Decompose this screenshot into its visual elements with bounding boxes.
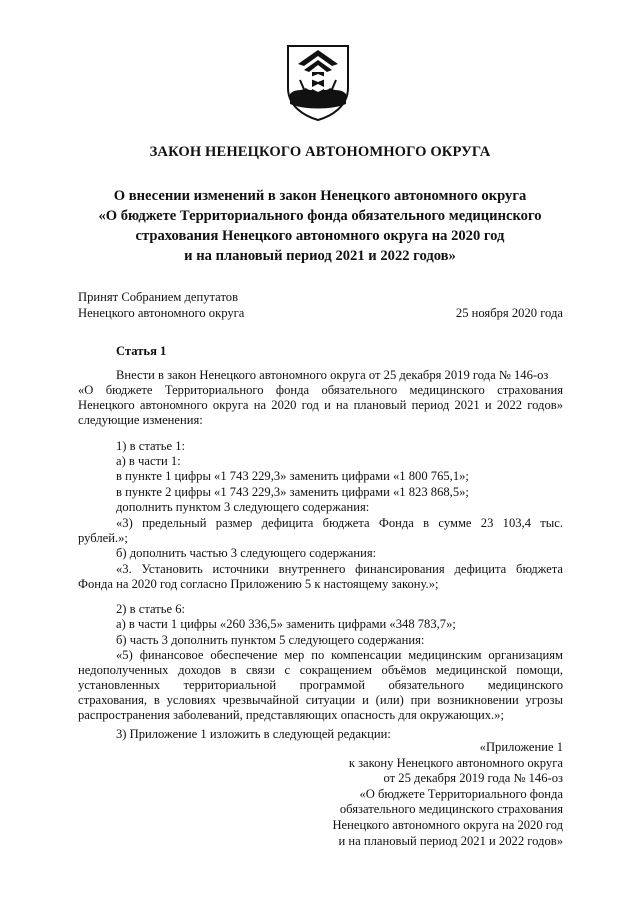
quote-line: «5) финансовое обеспечение мер по компенсации медицинским организациям	[116, 648, 563, 662]
intro-line: следующие изменения:	[78, 413, 203, 427]
adoption-date: 25 ноября 2020 года	[455, 306, 563, 320]
subitem: б) дополнить частью 3 следующего содержания:	[116, 546, 377, 560]
subtitle-line: и на плановый период 2021 и 2022 годов»	[184, 248, 456, 264]
appendix-line: от 25 декабря 2019 года № 146-оз	[383, 771, 563, 786]
subitem: а) в части 1:	[116, 454, 181, 468]
quote-line: «3) предельный размер дефицита бюджета Фонда в сумме 23 103,4 тыс.	[116, 516, 563, 530]
quote-line: рублей.»;	[78, 531, 128, 545]
adopted-by: Принят Собранием депутатов	[78, 290, 239, 304]
appendix-header	[332, 740, 563, 849]
article-heading: Статья 1	[116, 344, 167, 358]
subtitle-line: «О бюджете Территориального фонда обязательного медицинского	[98, 208, 542, 224]
quote-line: распространения заболеваний, представляющих опасность для окружающих.»;	[78, 708, 504, 722]
subtitle-line: О внесении изменений в закон Ненецкого автономного округа	[113, 188, 527, 204]
appendix-line: и на плановый период 2021 и 2022 годов»	[338, 833, 563, 848]
quote-line: «3. Установить источники внутреннего финансирования дефицита бюджета	[116, 562, 563, 576]
law-subtitle	[0, 186, 640, 266]
section-heading: 2) в статье 6:	[116, 602, 186, 616]
appendix-line: обязательного медицинского страхования	[339, 802, 563, 817]
subitem: б) часть 3 дополнить пунктом 5 следующего содержания:	[116, 633, 425, 647]
intro-line: Ненецкого автономного округа на 2020 год и на плановый период 2021 и 2022 годов»	[78, 398, 563, 412]
subtitle-line: страхования Ненецкого автономного округа на 2020 год	[135, 228, 505, 244]
intro-line: «О бюджете Территориального фонда обязательного медицинского страхования	[78, 383, 563, 397]
subitem: в пункте 1 цифры «1 743 229,3» заменить цифрами «1 800 765,1»;	[116, 469, 469, 483]
quote-line: страхования, в условиях чрезвычайной ситуации и (или) при возникновении угрозы	[78, 693, 563, 707]
subitem: а) в части 1 цифры «260 336,5» заменить цифрами «348 783,7»;	[116, 617, 456, 631]
appendix-line: к закону Ненецкого автономного округа	[348, 755, 563, 770]
quote-line: недополученных доходов в связи с сокращением объёмов медицинской помощи,	[78, 663, 563, 677]
subitem: в пункте 2 цифры «1 743 229,3» заменить цифрами «1 823 868,5»;	[116, 485, 469, 499]
intro-line: Внести в закон Ненецкого автономного округа от 25 декабря 2019 года № 146-оз	[116, 368, 549, 382]
law-title: ЗАКОН НЕНЕЦКОГО АВТОНОМНОГО ОКРУГА	[149, 144, 491, 160]
quote-line: Фонда на 2020 год согласно Приложению 5 к настоящему закону.»;	[78, 577, 439, 591]
adopted-by-body: Ненецкого автономного округа	[78, 306, 245, 320]
quote-line: установленных территориальной программой обязательного медицинского	[78, 678, 563, 692]
appendix-line: Ненецкого автономного округа на 2020 год	[332, 817, 563, 832]
appendix-line: «Приложение 1	[479, 740, 563, 754]
appendix-line: «О бюджете Территориального фонда	[359, 786, 563, 801]
coat-of-arms-icon	[286, 44, 350, 122]
section-heading: 1) в статье 1:	[116, 439, 186, 453]
subitem: дополнить пунктом 3 следующего содержания:	[116, 500, 370, 514]
section-heading: 3) Приложение 1 изложить в следующей редакции:	[116, 727, 391, 741]
